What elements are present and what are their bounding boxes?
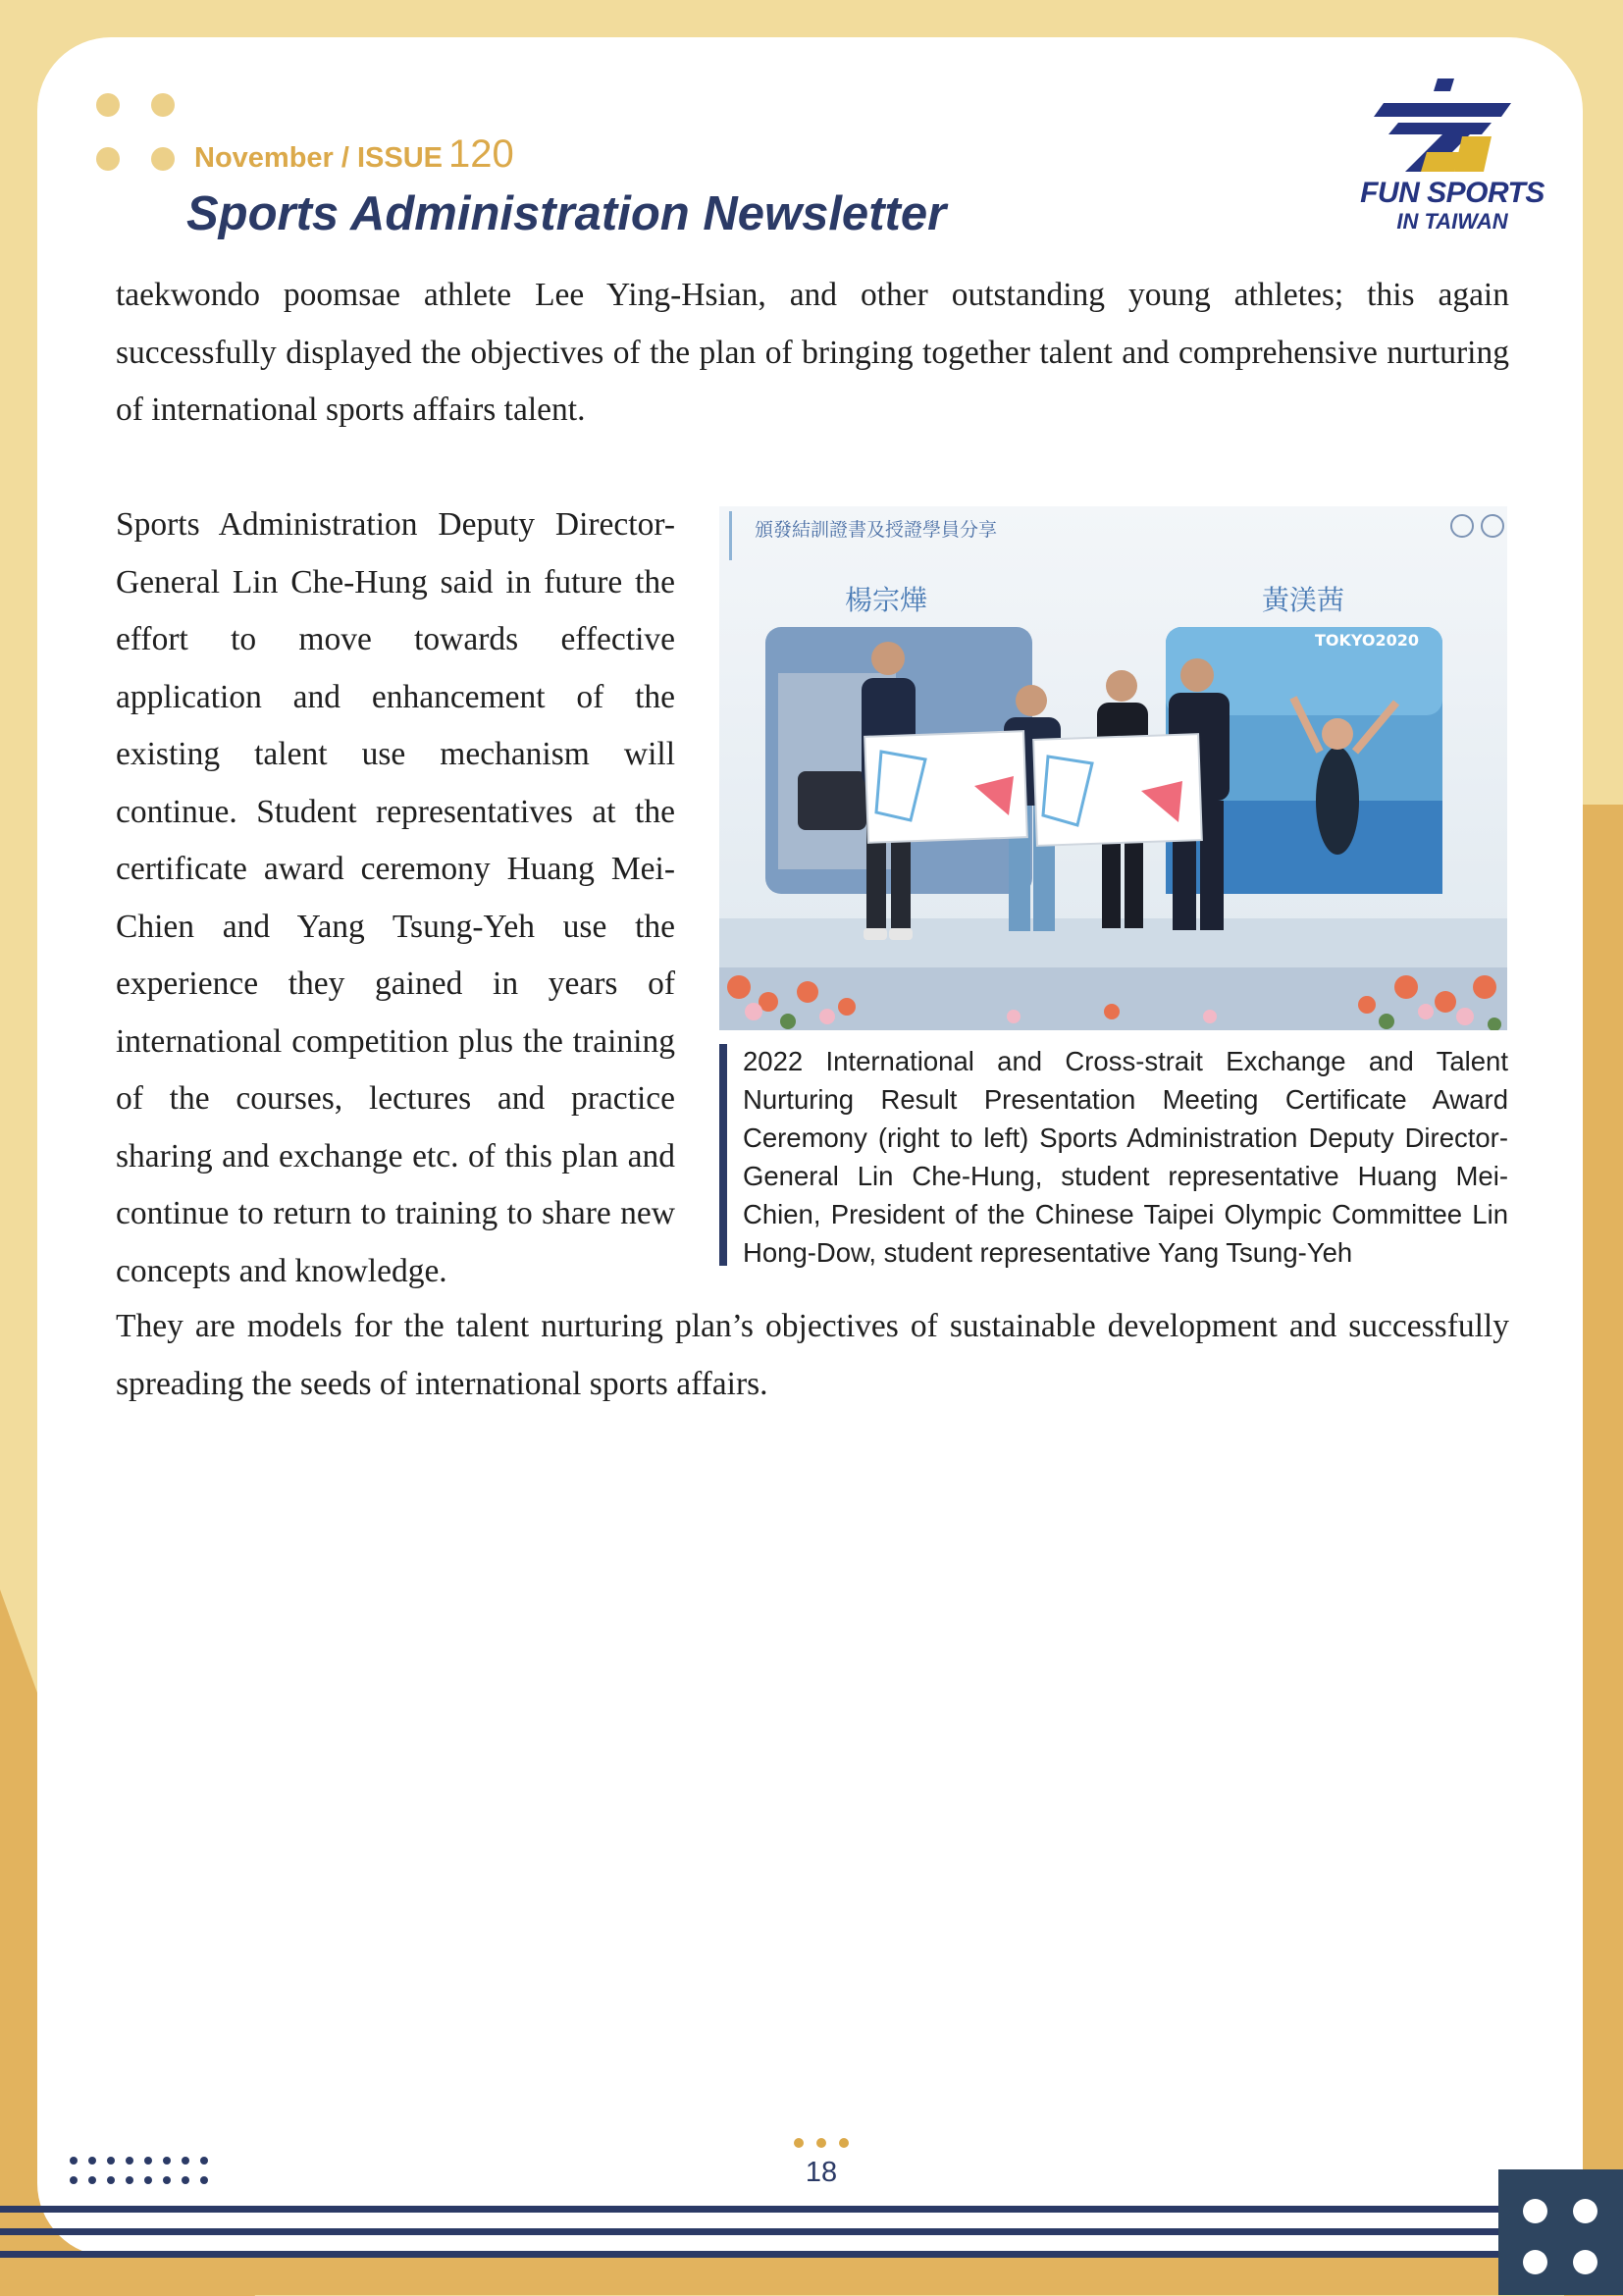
corner-dot [1573,2250,1597,2274]
issue-number: 120 [448,132,514,176]
header-dot [96,93,120,117]
header-dot [96,147,120,171]
page-number-dots [793,2137,850,2149]
footer-dot-grid [69,2155,226,2186]
photo-name-right: 黃渼茜 [1261,584,1345,616]
photo-name-left: 楊宗燁 [844,584,928,616]
corner-dot [1523,2199,1547,2223]
header-dot [151,93,175,117]
issue-label [194,132,514,177]
corner-block [1498,2169,1623,2295]
page-number: 18 [805,2157,838,2188]
article-paragraph-2: Sports Administration Deputy Director-General Lin Che-Hung said in future the effort to move towards effective application and enhancement of the existing talent use mechanism will continue. Student representatives at the certificate award ceremony Huang Mei-Chien and Yang Tsung-Yeh use the experience they gained in years of international competition plus the training of the courses, lectures and practice sharing and exchange etc. of this plan and continue to return to training to share new concepts and knowledge. [116,506,675,1289]
caption-accent-bar [719,1044,727,1266]
photo-banner-text: 頒發結訓證書及授證學員分享 [755,519,998,541]
newsletter-title: Sports Administration Newsletter [186,187,947,240]
issue-text: November / ISSUE [194,142,444,174]
photo-tokyo-sign: TOKYO2020 [1314,631,1420,650]
ceremony-photo [719,506,1507,1030]
corner-dot [1523,2250,1547,2274]
ceremony-photo-illustration [719,506,1507,1030]
footer-stripe [0,2206,1498,2213]
footer-stripe [0,2228,1498,2235]
logo-text-line1: FUN SPORTS [1360,177,1544,209]
article-paragraph-3: They are models for the talent nurturing plan’s objectives of sustainable development and successfully spreading the seeds of international sports affairs. [116,1308,1509,1402]
logo-text-line2: IN TAIWAN [1396,209,1508,234]
footer-stripe [0,2251,1498,2258]
corner-dot [1573,2199,1597,2223]
header-dot [151,147,175,171]
photo-caption: 2022 International and Cross-strait Exchange and Talent Nurturing Result Presentation Meeting Certificate Award Ceremony (right to left) Sports Administration Deputy Director-General Lin Che-Hung, student representative Huang Mei-Chien, President of the Chinese Taipei Olympic Committee Lin Hong-Dow, student representative Yang Tsung-Yeh [743,1046,1508,1268]
article-paragraph-1: taekwondo poomsae athlete Lee Ying-Hsian, and other outstanding young athletes; this again successfully displayed the objectives of the plan of bringing together talent and comprehensive nurturing of international sports affairs talent. [116,277,1509,428]
